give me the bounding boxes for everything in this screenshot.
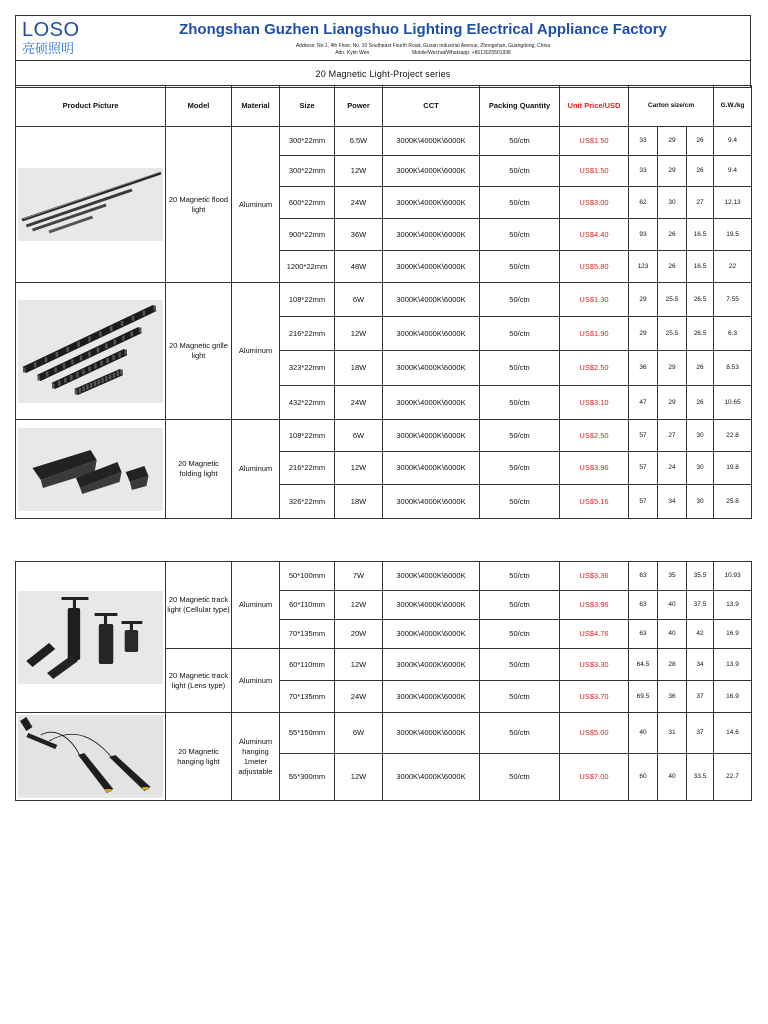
product-picture [16, 127, 166, 283]
carton-length-cell: 40 [629, 713, 658, 754]
gross-weight-cell: 19.8 [714, 452, 752, 485]
carton-width-cell: 25.5 [658, 283, 687, 317]
gross-weight-cell: 9.4 [714, 156, 752, 187]
carton-height-cell: 16.5 [687, 219, 714, 251]
carton-height-cell: 37 [687, 713, 714, 754]
cct-cell: 3000K\4000K\6000K [383, 713, 480, 754]
power-cell: 12W [335, 591, 383, 620]
table-row [16, 562, 752, 591]
cct-cell: 3000K\4000K\6000K [383, 452, 480, 485]
cct-cell: 3000K\4000K\6000K [383, 283, 480, 317]
cct-cell: 3000K\4000K\6000K [383, 351, 480, 386]
power-cell: 12W [335, 452, 383, 485]
cct-cell: 3000K\4000K\6000K [383, 219, 480, 251]
carton-height-cell: 30 [687, 420, 714, 452]
product-photo [18, 428, 163, 511]
power-cell: 18W [335, 485, 383, 519]
product-photo [18, 168, 163, 241]
gross-weight-cell: 16.9 [714, 620, 752, 649]
model-cell: 20 Magnetic track light (Lens type) [166, 649, 232, 713]
carton-length-cell: 29 [629, 283, 658, 317]
power-cell: 36W [335, 219, 383, 251]
packing-quantity-cell: 50/ctn [480, 251, 560, 283]
cct-cell: 3000K\4000K\6000K [383, 754, 480, 801]
packing-quantity-cell: 50/ctn [480, 591, 560, 620]
carton-width-cell: 26 [658, 219, 687, 251]
cct-cell: 3000K\4000K\6000K [383, 317, 480, 351]
product-photo [18, 715, 163, 798]
carton-height-cell: 16.5 [687, 251, 714, 283]
unit-price-cell: US$3.96 [560, 452, 629, 485]
carton-width-cell: 36 [658, 681, 687, 713]
model-cell: 20 Magnetic hanging light [166, 713, 232, 801]
packing-quantity-cell: 50/ctn [480, 283, 560, 317]
col-cct: CCT [383, 86, 480, 127]
carton-width-cell: 25.5 [658, 317, 687, 351]
carton-width-cell: 35 [658, 562, 687, 591]
carton-length-cell: 63 [629, 620, 658, 649]
carton-height-cell: 27 [687, 187, 714, 219]
cct-cell: 3000K\4000K\6000K [383, 187, 480, 219]
carton-height-cell: 26 [687, 386, 714, 420]
unit-price-cell: US$3.70 [560, 681, 629, 713]
gross-weight-cell: 10.65 [714, 386, 752, 420]
gross-weight-cell: 6.3 [714, 317, 752, 351]
table-header-row [16, 86, 752, 127]
power-cell: 48W [335, 251, 383, 283]
contact-mobile: Mobile/Wechat/Whatsapp: +8613025501938 [412, 50, 511, 56]
carton-width-cell: 40 [658, 754, 687, 801]
gross-weight-cell: 19.5 [714, 219, 752, 251]
carton-height-cell: 30 [687, 452, 714, 485]
size-cell: 1200*22mm [280, 251, 335, 283]
size-cell: 60*110mm [280, 591, 335, 620]
carton-width-cell: 26 [658, 251, 687, 283]
power-cell: 6W [335, 420, 383, 452]
size-cell: 55*300mm [280, 754, 335, 801]
carton-height-cell: 34 [687, 649, 714, 681]
carton-width-cell: 29 [658, 351, 687, 386]
product-table-2 [15, 561, 752, 801]
carton-length-cell: 64.5 [629, 649, 658, 681]
packing-quantity-cell: 50/ctn [480, 649, 560, 681]
gross-weight-cell: 10.93 [714, 562, 752, 591]
col-carton-size: Carton size/cm [629, 86, 714, 127]
cct-cell: 3000K\4000K\6000K [383, 681, 480, 713]
carton-height-cell: 37 [687, 681, 714, 713]
company-address: Address: No.1, 4th Floor, No. 10 Southeast Fourth Road, Guxan Industrial Avenue, Zhongshan, Guangdong, China [295, 43, 551, 49]
power-cell: 12W [335, 649, 383, 681]
size-cell: 55*150mm [280, 713, 335, 754]
size-cell: 108*22mm [280, 420, 335, 452]
table-row [16, 127, 752, 156]
packing-quantity-cell: 50/ctn [480, 219, 560, 251]
size-cell: 60*110mm [280, 649, 335, 681]
carton-width-cell: 29 [658, 156, 687, 187]
product-photo [18, 591, 163, 684]
carton-length-cell: 33 [629, 156, 658, 187]
logo-chinese-text: 亮硕照明 [22, 41, 75, 56]
gross-weight-cell: 22 [714, 251, 752, 283]
product-table-1 [15, 85, 752, 519]
gross-weight-cell: 13.9 [714, 649, 752, 681]
packing-quantity-cell: 50/ctn [480, 754, 560, 801]
unit-price-cell: US$3.96 [560, 591, 629, 620]
carton-height-cell: 33.5 [687, 754, 714, 801]
carton-width-cell: 34 [658, 485, 687, 519]
material-cell: Aluminum [232, 420, 280, 519]
unit-price-cell: US$2.50 [560, 351, 629, 386]
power-cell: 12W [335, 317, 383, 351]
logo-text: LOSO [22, 19, 80, 41]
unit-price-cell: US$5.80 [560, 251, 629, 283]
packing-quantity-cell: 50/ctn [480, 562, 560, 591]
gross-weight-cell: 22.8 [714, 420, 752, 452]
carton-height-cell: 26 [687, 156, 714, 187]
carton-width-cell: 40 [658, 591, 687, 620]
col-model: Model [166, 86, 232, 127]
packing-quantity-cell: 50/ctn [480, 127, 560, 156]
gross-weight-cell: 7.55 [714, 283, 752, 317]
carton-length-cell: 47 [629, 386, 658, 420]
size-cell: 216*22mm [280, 317, 335, 351]
product-picture [16, 283, 166, 420]
size-cell: 300*22mm [280, 127, 335, 156]
cct-cell: 3000K\4000K\6000K [383, 420, 480, 452]
contact-attn: Attn: Kylin Wen [335, 50, 370, 56]
gross-weight-cell: 13.9 [714, 591, 752, 620]
unit-price-cell: US$3.36 [560, 562, 629, 591]
unit-price-cell: US$7.00 [560, 754, 629, 801]
carton-length-cell: 57 [629, 420, 658, 452]
size-cell: 900*22mm [280, 219, 335, 251]
model-cell: 20 Magnetic flood light [166, 127, 232, 283]
unit-price-cell: US$3.00 [560, 187, 629, 219]
unit-price-cell: US$1.30 [560, 283, 629, 317]
carton-width-cell: 40 [658, 620, 687, 649]
packing-quantity-cell: 50/ctn [480, 620, 560, 649]
table-row [16, 713, 752, 754]
quotation-sheet [15, 15, 751, 88]
unit-price-cell: US$4.76 [560, 620, 629, 649]
col-material: Material [232, 86, 280, 127]
carton-length-cell: 33 [629, 127, 658, 156]
packing-quantity-cell: 50/ctn [480, 187, 560, 219]
cct-cell: 3000K\4000K\6000K [383, 156, 480, 187]
carton-length-cell: 60 [629, 754, 658, 801]
carton-length-cell: 63 [629, 562, 658, 591]
table-row [16, 420, 752, 452]
material-cell: Aluminum [232, 562, 280, 649]
col-gross-weight: G.W./kg [714, 86, 752, 127]
unit-price-cell: US$5.00 [560, 713, 629, 754]
contact-line [96, 50, 750, 56]
carton-width-cell: 27 [658, 420, 687, 452]
unit-price-cell: US$4.40 [560, 219, 629, 251]
carton-width-cell: 29 [658, 386, 687, 420]
gross-weight-cell: 8.53 [714, 351, 752, 386]
power-cell: 7W [335, 562, 383, 591]
power-cell: 12W [335, 156, 383, 187]
power-cell: 6W [335, 283, 383, 317]
power-cell: 24W [335, 681, 383, 713]
carton-height-cell: 26 [687, 351, 714, 386]
cct-cell: 3000K\4000K\6000K [383, 649, 480, 681]
gross-weight-cell: 12.13 [714, 187, 752, 219]
power-cell: 24W [335, 386, 383, 420]
unit-price-cell: US$1.50 [560, 156, 629, 187]
size-cell: 108*22mm [280, 283, 335, 317]
power-cell: 12W [335, 754, 383, 801]
carton-height-cell: 26.5 [687, 283, 714, 317]
size-cell: 300*22mm [280, 156, 335, 187]
size-cell: 432*22mm [280, 386, 335, 420]
power-cell: 24W [335, 187, 383, 219]
material-cell: Aluminum [232, 649, 280, 713]
material-cell: Aluminum [232, 127, 280, 283]
power-cell: 6W [335, 713, 383, 754]
carton-height-cell: 42 [687, 620, 714, 649]
cct-cell: 3000K\4000K\6000K [383, 591, 480, 620]
packing-quantity-cell: 50/ctn [480, 351, 560, 386]
unit-price-cell: US$1.90 [560, 317, 629, 351]
series-title: 20 Magnetic Light-Project series [15, 60, 751, 88]
product-picture [16, 562, 166, 713]
carton-length-cell: 62 [629, 187, 658, 219]
size-cell: 600*22mm [280, 187, 335, 219]
carton-height-cell: 30 [687, 485, 714, 519]
size-cell: 70*135mm [280, 681, 335, 713]
col-packing-quantity: Packing Quantity [480, 86, 560, 127]
cct-cell: 3000K\4000K\6000K [383, 127, 480, 156]
unit-price-cell: US$3.30 [560, 649, 629, 681]
table-row [16, 283, 752, 317]
product-picture [16, 713, 166, 801]
product-picture [16, 420, 166, 519]
col-power: Power [335, 86, 383, 127]
power-cell: 20W [335, 620, 383, 649]
carton-height-cell: 37.5 [687, 591, 714, 620]
col-size: Size [280, 86, 335, 127]
size-cell: 216*22mm [280, 452, 335, 485]
col-product-picture: Product Picture [16, 86, 166, 127]
gross-weight-cell: 22.7 [714, 754, 752, 801]
product-photo [18, 300, 163, 403]
packing-quantity-cell: 50/ctn [480, 713, 560, 754]
carton-width-cell: 30 [658, 187, 687, 219]
gross-weight-cell: 14.6 [714, 713, 752, 754]
size-cell: 70*135mm [280, 620, 335, 649]
company-logo [22, 20, 92, 56]
gross-weight-cell: 16.9 [714, 681, 752, 713]
gross-weight-cell: 9.4 [714, 127, 752, 156]
unit-price-cell: US$3.10 [560, 386, 629, 420]
packing-quantity-cell: 50/ctn [480, 681, 560, 713]
unit-price-cell: US$2.50 [560, 420, 629, 452]
size-cell: 323*22mm [280, 351, 335, 386]
cct-cell: 3000K\4000K\6000K [383, 620, 480, 649]
packing-quantity-cell: 50/ctn [480, 485, 560, 519]
col-unit-price: Unit Price/USD [560, 86, 629, 127]
carton-height-cell: 26.5 [687, 317, 714, 351]
carton-length-cell: 29 [629, 317, 658, 351]
packing-quantity-cell: 50/ctn [480, 156, 560, 187]
cct-cell: 3000K\4000K\6000K [383, 386, 480, 420]
unit-price-cell: US$1.50 [560, 127, 629, 156]
model-cell: 20 Magnetic grille light [166, 283, 232, 420]
carton-width-cell: 24 [658, 452, 687, 485]
cct-cell: 3000K\4000K\6000K [383, 485, 480, 519]
model-cell: 20 Magnetic folding light [166, 420, 232, 519]
packing-quantity-cell: 50/ctn [480, 420, 560, 452]
packing-quantity-cell: 50/ctn [480, 317, 560, 351]
carton-height-cell: 26 [687, 127, 714, 156]
carton-length-cell: 93 [629, 219, 658, 251]
packing-quantity-cell: 50/ctn [480, 452, 560, 485]
packing-quantity-cell: 50/ctn [480, 386, 560, 420]
company-name: Zhongshan Guzhen Liangshuo Lighting Electrical Appliance Factory [179, 21, 667, 38]
material-cell: Aluminum hanging 1meter adjustable [232, 713, 280, 801]
company-header [15, 15, 751, 60]
carton-width-cell: 29 [658, 127, 687, 156]
carton-length-cell: 36 [629, 351, 658, 386]
carton-width-cell: 28 [658, 649, 687, 681]
size-cell: 50*100mm [280, 562, 335, 591]
size-cell: 326*22mm [280, 485, 335, 519]
carton-length-cell: 57 [629, 485, 658, 519]
carton-width-cell: 31 [658, 713, 687, 754]
carton-length-cell: 123 [629, 251, 658, 283]
model-cell: 20 Magnetic track light (Cellular type) [166, 562, 232, 649]
cct-cell: 3000K\4000K\6000K [383, 251, 480, 283]
power-cell: 6.5W [335, 127, 383, 156]
cct-cell: 3000K\4000K\6000K [383, 562, 480, 591]
carton-length-cell: 69.5 [629, 681, 658, 713]
carton-length-cell: 63 [629, 591, 658, 620]
carton-length-cell: 57 [629, 452, 658, 485]
power-cell: 18W [335, 351, 383, 386]
gross-weight-cell: 25.8 [714, 485, 752, 519]
unit-price-cell: US$5.16 [560, 485, 629, 519]
carton-height-cell: 35.5 [687, 562, 714, 591]
material-cell: Aluminum [232, 283, 280, 420]
